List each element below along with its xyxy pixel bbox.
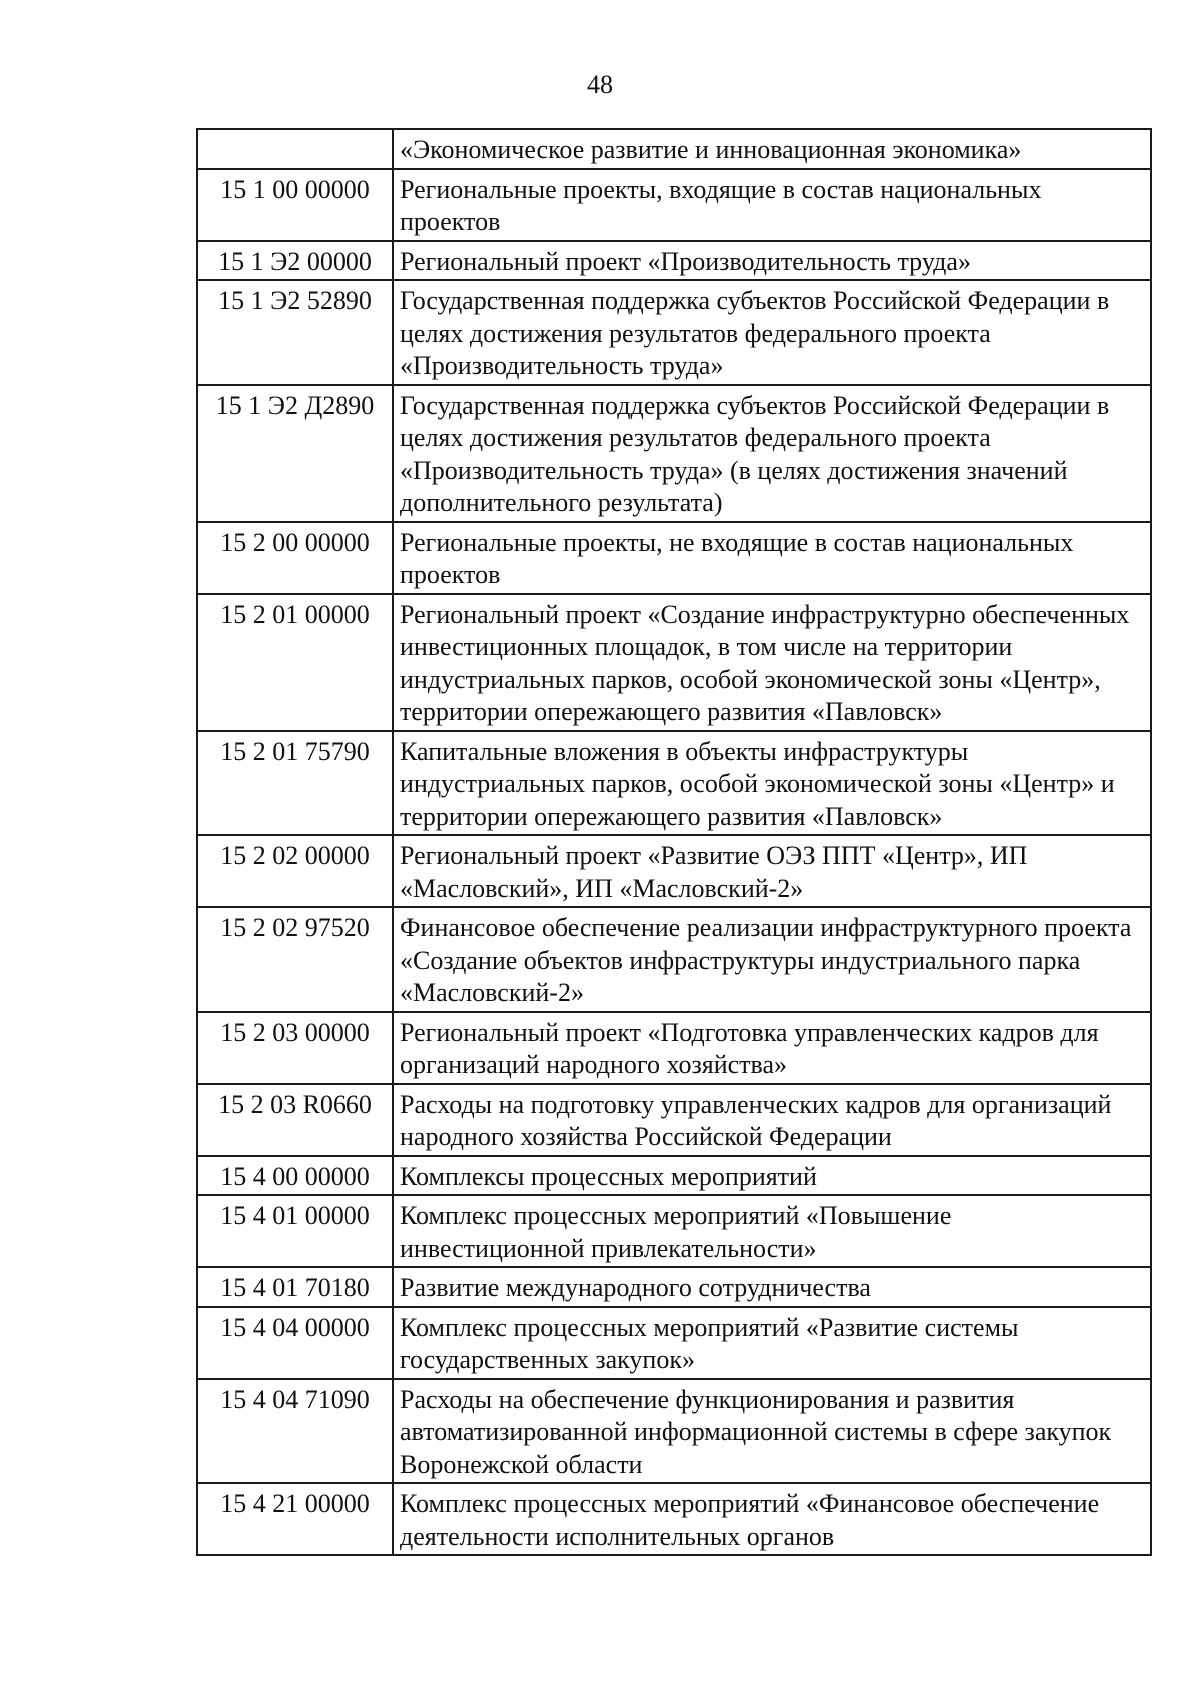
row-name: Региональный проект «Производительность труда» — [393, 241, 1151, 281]
row-code: 15 2 03 00000 — [197, 1012, 393, 1084]
table-row — [197, 835, 1151, 907]
table-row — [197, 731, 1151, 836]
row-code: 15 2 02 00000 — [197, 835, 393, 907]
row-name: Расходы на обеспечение функционирования и развития автоматизированной информационной системы в сфере закупок Воронежской области — [393, 1379, 1151, 1484]
table-row — [197, 1307, 1151, 1379]
row-name: Комплекс процессных мероприятий «Повышение инвестиционной привлекательности» — [393, 1195, 1151, 1267]
row-code: 15 4 00 00000 — [197, 1156, 393, 1196]
row-code: 15 4 01 70180 — [197, 1267, 393, 1307]
row-name: Региональный проект «Развитие ОЭЗ ППТ «Центр», ИП «Масловский», ИП «Масловский-2» — [393, 835, 1151, 907]
table-row — [197, 1012, 1151, 1084]
row-code: 15 4 01 00000 — [197, 1195, 393, 1267]
row-code: 15 2 01 75790 — [197, 731, 393, 836]
row-code: 15 4 04 00000 — [197, 1307, 393, 1379]
row-code: 15 1 Э2 Д2890 — [197, 385, 393, 522]
table-row — [197, 129, 1151, 169]
table-row — [197, 385, 1151, 522]
row-code: 15 4 21 00000 — [197, 1483, 393, 1555]
row-code: 15 2 03 R0660 — [197, 1084, 393, 1156]
row-code: 15 1 Э2 00000 — [197, 241, 393, 281]
row-name: Комплекс процессных мероприятий «Развитие системы государственных закупок» — [393, 1307, 1151, 1379]
row-code: 15 1 00 00000 — [197, 169, 393, 241]
table-row — [197, 241, 1151, 281]
table-row — [197, 1483, 1151, 1555]
table-row — [197, 907, 1151, 1012]
table-row — [197, 1156, 1151, 1196]
table-row — [197, 1379, 1151, 1484]
row-name: Региональные проекты, не входящие в состав национальных проектов — [393, 522, 1151, 594]
budget-classification-table — [196, 128, 1152, 1556]
table-row — [197, 1195, 1151, 1267]
row-name: Комплексы процессных мероприятий — [393, 1156, 1151, 1196]
row-name: Региональные проекты, входящие в состав национальных проектов — [393, 169, 1151, 241]
row-code: 15 2 02 97520 — [197, 907, 393, 1012]
row-name: Региональный проект «Создание инфраструктурно обеспеченных инвестиционных площадок, в том числе на территории индустриальных парков, особой экономической зоны «Центр», территории опережающего развития «Павловск» — [393, 594, 1151, 731]
row-name: Развитие международного сотрудничества — [393, 1267, 1151, 1307]
table-row — [197, 280, 1151, 385]
table-row — [197, 594, 1151, 731]
row-name: Государственная поддержка субъектов Российской Федерации в целях достижения результатов федерального проекта «Производительность труда» — [393, 280, 1151, 385]
row-name: Государственная поддержка субъектов Российской Федерации в целях достижения результатов федерального проекта «Производительность труда» (в целях достижения значений дополнительного результата) — [393, 385, 1151, 522]
row-name: Региональный проект «Подготовка управленческих кадров для организаций народного хозяйства» — [393, 1012, 1151, 1084]
row-name: Расходы на подготовку управленческих кадров для организаций народного хозяйства Российской Федерации — [393, 1084, 1151, 1156]
row-name: Финансовое обеспечение реализации инфраструктурного проекта «Создание объектов инфраструктуры индустриального парка «Масловский-2» — [393, 907, 1151, 1012]
row-code: 15 1 Э2 52890 — [197, 280, 393, 385]
table-row — [197, 1084, 1151, 1156]
page-number: 48 — [587, 70, 613, 99]
row-name: Капитальные вложения в объекты инфраструктуры индустриальных парков, особой экономической зоны «Центр» и территории опережающего развития «Павловск» — [393, 731, 1151, 836]
table-row — [197, 522, 1151, 594]
table-row — [197, 1267, 1151, 1307]
row-name: Комплекс процессных мероприятий «Финансовое обеспечение деятельности исполнительных органов — [393, 1483, 1151, 1555]
table-row — [197, 169, 1151, 241]
row-code — [197, 129, 393, 169]
row-code: 15 4 04 71090 — [197, 1379, 393, 1484]
row-name: «Экономическое развитие и инновационная экономика» — [393, 129, 1151, 169]
row-code: 15 2 01 00000 — [197, 594, 393, 731]
row-code: 15 2 00 00000 — [197, 522, 393, 594]
